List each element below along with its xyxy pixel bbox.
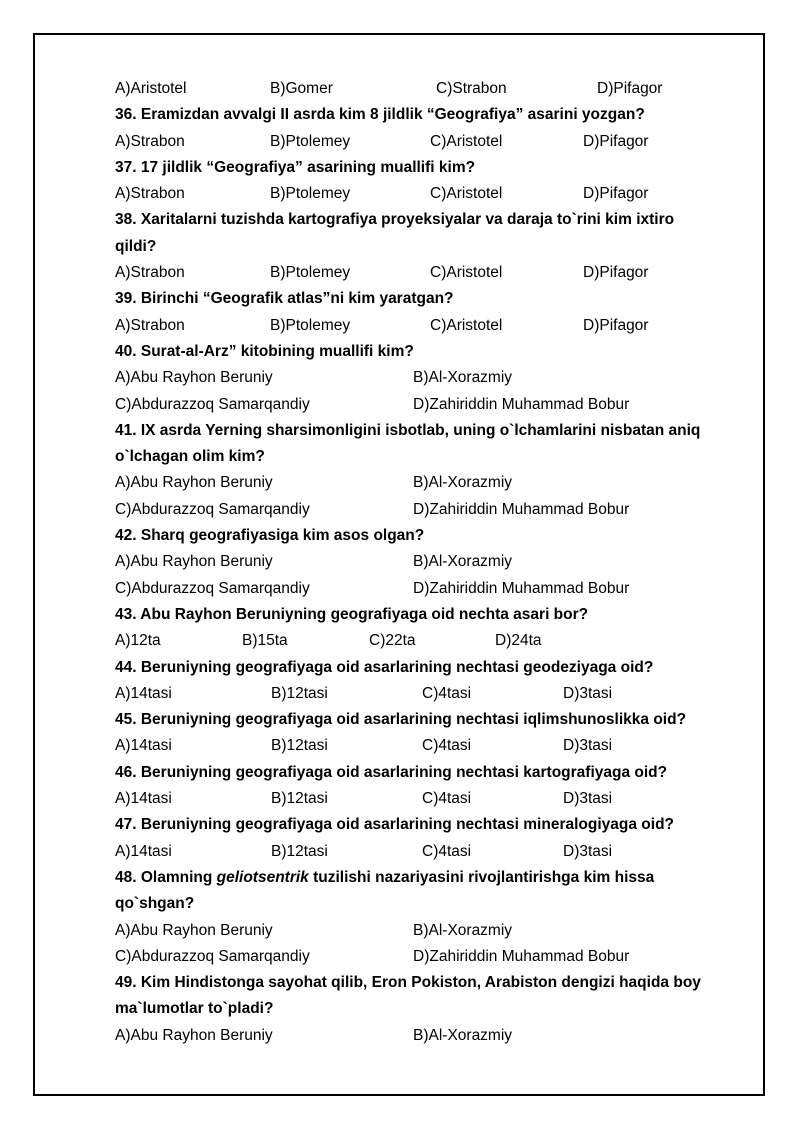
answer-option: B)Gomer xyxy=(270,80,333,97)
question-line xyxy=(115,418,735,444)
question-text: o`lchagan olim kim? xyxy=(115,448,265,466)
answer-option: B)Ptolemey xyxy=(270,132,351,150)
answer-option: B)Al-Xorazmiy xyxy=(413,921,513,939)
answer-option: C)Aristotel xyxy=(430,316,503,334)
question-line xyxy=(115,707,735,733)
question-text: 38. Xaritalarni tuzishda kartografiya proyeksiyalar va daraja to`rini kim ixtiro xyxy=(115,211,675,229)
answer-options-row xyxy=(115,392,735,418)
question-text: 40. Surat-al-Arz” kitobining muallifi kim? xyxy=(115,342,414,360)
answer-option: D)24ta xyxy=(495,632,542,650)
question-line xyxy=(115,155,735,181)
question-text: 46. Beruniyning geografiyaga oid asarlarining nechtasi kartografiyaga oid? xyxy=(115,763,668,781)
answer-option: C)4tasi xyxy=(422,737,472,755)
question-text: 39. Birinchi “Geografik atlas”ni kim yaratgan? xyxy=(115,290,454,308)
answer-option: C)22ta xyxy=(369,632,416,650)
question-line xyxy=(115,891,735,917)
question-line xyxy=(115,865,735,891)
answer-option: B)Ptolemey xyxy=(270,185,351,203)
question-line xyxy=(115,602,735,628)
answer-options-row xyxy=(115,681,735,707)
answer-option: C)4tasi xyxy=(422,684,472,702)
answer-option: A)Abu Rayhon Beruniy xyxy=(115,553,273,571)
answer-options-row xyxy=(115,549,735,575)
answer-option: D)Pifagor xyxy=(583,185,649,203)
answer-option: D)Zahiriddin Muhammad Bobur xyxy=(413,500,630,518)
question-text: 45. Beruniyning geografiyaga oid asarlarining nechtasi iqlimshunoslikka oid? xyxy=(115,711,687,729)
answer-option: A)Strabon xyxy=(115,132,185,150)
question-line xyxy=(115,339,735,365)
answer-options-row xyxy=(115,918,735,944)
answer-options-row xyxy=(115,181,735,207)
question-line xyxy=(115,655,735,681)
answer-options-row xyxy=(115,786,735,812)
answer-option: C)4tasi xyxy=(422,842,472,860)
answer-option: D)Pifagor xyxy=(583,264,649,282)
answer-options-row xyxy=(115,497,735,523)
answer-option: B)Ptolemey xyxy=(270,264,351,282)
question-line xyxy=(115,102,735,128)
answer-options-row xyxy=(115,628,735,654)
answer-option: C)Strabon xyxy=(436,80,507,97)
answer-option: A)Strabon xyxy=(115,316,185,334)
answer-option: A)Abu Rayhon Beruniy xyxy=(115,1026,273,1044)
answer-option: C)Aristotel xyxy=(430,264,503,282)
answer-options-row xyxy=(115,260,735,286)
question-line xyxy=(115,234,735,260)
question-text: 44. Beruniyning geografiyaga oid asarlarining nechtasi geodeziyaga oid? xyxy=(115,658,654,676)
answer-option: B)Ptolemey xyxy=(270,316,351,334)
answer-option: C)4tasi xyxy=(422,790,472,808)
answer-option: D)Zahiriddin Muhammad Bobur xyxy=(413,395,630,413)
answer-option: A)14tasi xyxy=(115,737,172,755)
answer-option: B)Al-Xorazmiy xyxy=(413,1026,513,1044)
answer-option: B)12tasi xyxy=(271,842,328,860)
question-text: 37. 17 jildlik “Geografiya” asarining muallifi kim? xyxy=(115,158,476,176)
answer-option: D)Pifagor xyxy=(583,132,649,150)
answer-options-row xyxy=(115,1023,735,1049)
question-line xyxy=(115,286,735,312)
question-text: 43. Abu Rayhon Beruniyning geografiyaga oid nechta asari bor? xyxy=(115,605,589,623)
question-text: 36. Eramizdan avvalgi II asrda kim 8 jildlik “Geografiya” asarini yozgan? xyxy=(115,106,645,124)
answer-option: B)12tasi xyxy=(271,684,328,702)
answer-option: D)Zahiriddin Muhammad Bobur xyxy=(413,947,630,965)
answer-option: D)3tasi xyxy=(563,842,613,860)
answer-options-row xyxy=(115,944,735,970)
question-line xyxy=(115,812,735,838)
question-text: 41. IX asrda Yerning sharsimonligini isbotlab, uning o`lchamlarini nisbatan aniq xyxy=(115,421,701,439)
answer-option: A)12ta xyxy=(115,632,161,650)
question-text: 47. Beruniyning geografiyaga oid asarlarining nechtasi mineralogiyaga oid? xyxy=(115,816,674,834)
quiz-content xyxy=(115,76,735,1049)
answer-options-row xyxy=(115,129,735,155)
answer-option: A)Abu Rayhon Beruniy xyxy=(115,921,273,939)
answer-option: A)14tasi xyxy=(115,842,172,860)
question-line xyxy=(115,523,735,549)
answer-option: D)Pifagor xyxy=(583,316,649,334)
answer-option: A)Abu Rayhon Beruniy xyxy=(115,474,273,492)
italic-term: geliotsentrik xyxy=(216,868,309,886)
question-text: 42. Sharq geografiyasiga kim asos olgan? xyxy=(115,527,425,545)
answer-option: A)Strabon xyxy=(115,185,185,203)
answer-option: B)Al-Xorazmiy xyxy=(413,369,513,387)
question-line xyxy=(115,760,735,786)
answer-option: B)Al-Xorazmiy xyxy=(413,553,513,571)
question-line xyxy=(115,444,735,470)
answer-options-row xyxy=(115,365,735,391)
answer-option: A)14tasi xyxy=(115,684,172,702)
answer-options-row xyxy=(115,76,735,102)
question-text: qo`shgan? xyxy=(115,895,195,913)
answer-option: A)Abu Rayhon Beruniy xyxy=(115,369,273,387)
question-text: ma`lumotlar to`pladi? xyxy=(115,1000,274,1018)
answer-option: B)12tasi xyxy=(271,737,328,755)
answer-option: D)3tasi xyxy=(563,684,613,702)
question-text: tuzilishi nazariyasini rivojlantirishga kim hissa xyxy=(308,868,655,886)
answer-option: C)Abdurazzoq Samarqandiy xyxy=(115,395,310,413)
answer-option: D)Pifagor xyxy=(597,80,663,97)
answer-option: B)Al-Xorazmiy xyxy=(413,474,513,492)
answer-option: A)Strabon xyxy=(115,264,185,282)
question-line xyxy=(115,996,735,1022)
answer-option: B)12tasi xyxy=(271,790,328,808)
question-text: 49. Kim Hindistonga sayohat qilib, Eron Pokiston, Arabiston dengizi haqida boy xyxy=(115,974,701,992)
answer-options-row xyxy=(115,839,735,865)
question-line xyxy=(115,207,735,233)
answer-option: C)Abdurazzoq Samarqandiy xyxy=(115,579,310,597)
answer-options-row xyxy=(115,470,735,496)
question-text: 48. Olamning xyxy=(115,868,217,886)
answer-option: D)3tasi xyxy=(563,790,613,808)
answer-option: C)Aristotel xyxy=(430,132,503,150)
answer-options-row xyxy=(115,576,735,602)
answer-option: B)15ta xyxy=(242,632,288,650)
answer-option: C)Abdurazzoq Samarqandiy xyxy=(115,947,310,965)
answer-option: D)3tasi xyxy=(563,737,613,755)
answer-option: A)14tasi xyxy=(115,790,172,808)
answer-options-row xyxy=(115,733,735,759)
answer-option: A)Aristotel xyxy=(115,80,187,97)
question-line xyxy=(115,970,735,996)
answer-option: D)Zahiriddin Muhammad Bobur xyxy=(413,579,630,597)
answer-option: C)Aristotel xyxy=(430,185,503,203)
answer-option: C)Abdurazzoq Samarqandiy xyxy=(115,500,310,518)
question-text: qildi? xyxy=(115,237,157,255)
answer-options-row xyxy=(115,313,735,339)
